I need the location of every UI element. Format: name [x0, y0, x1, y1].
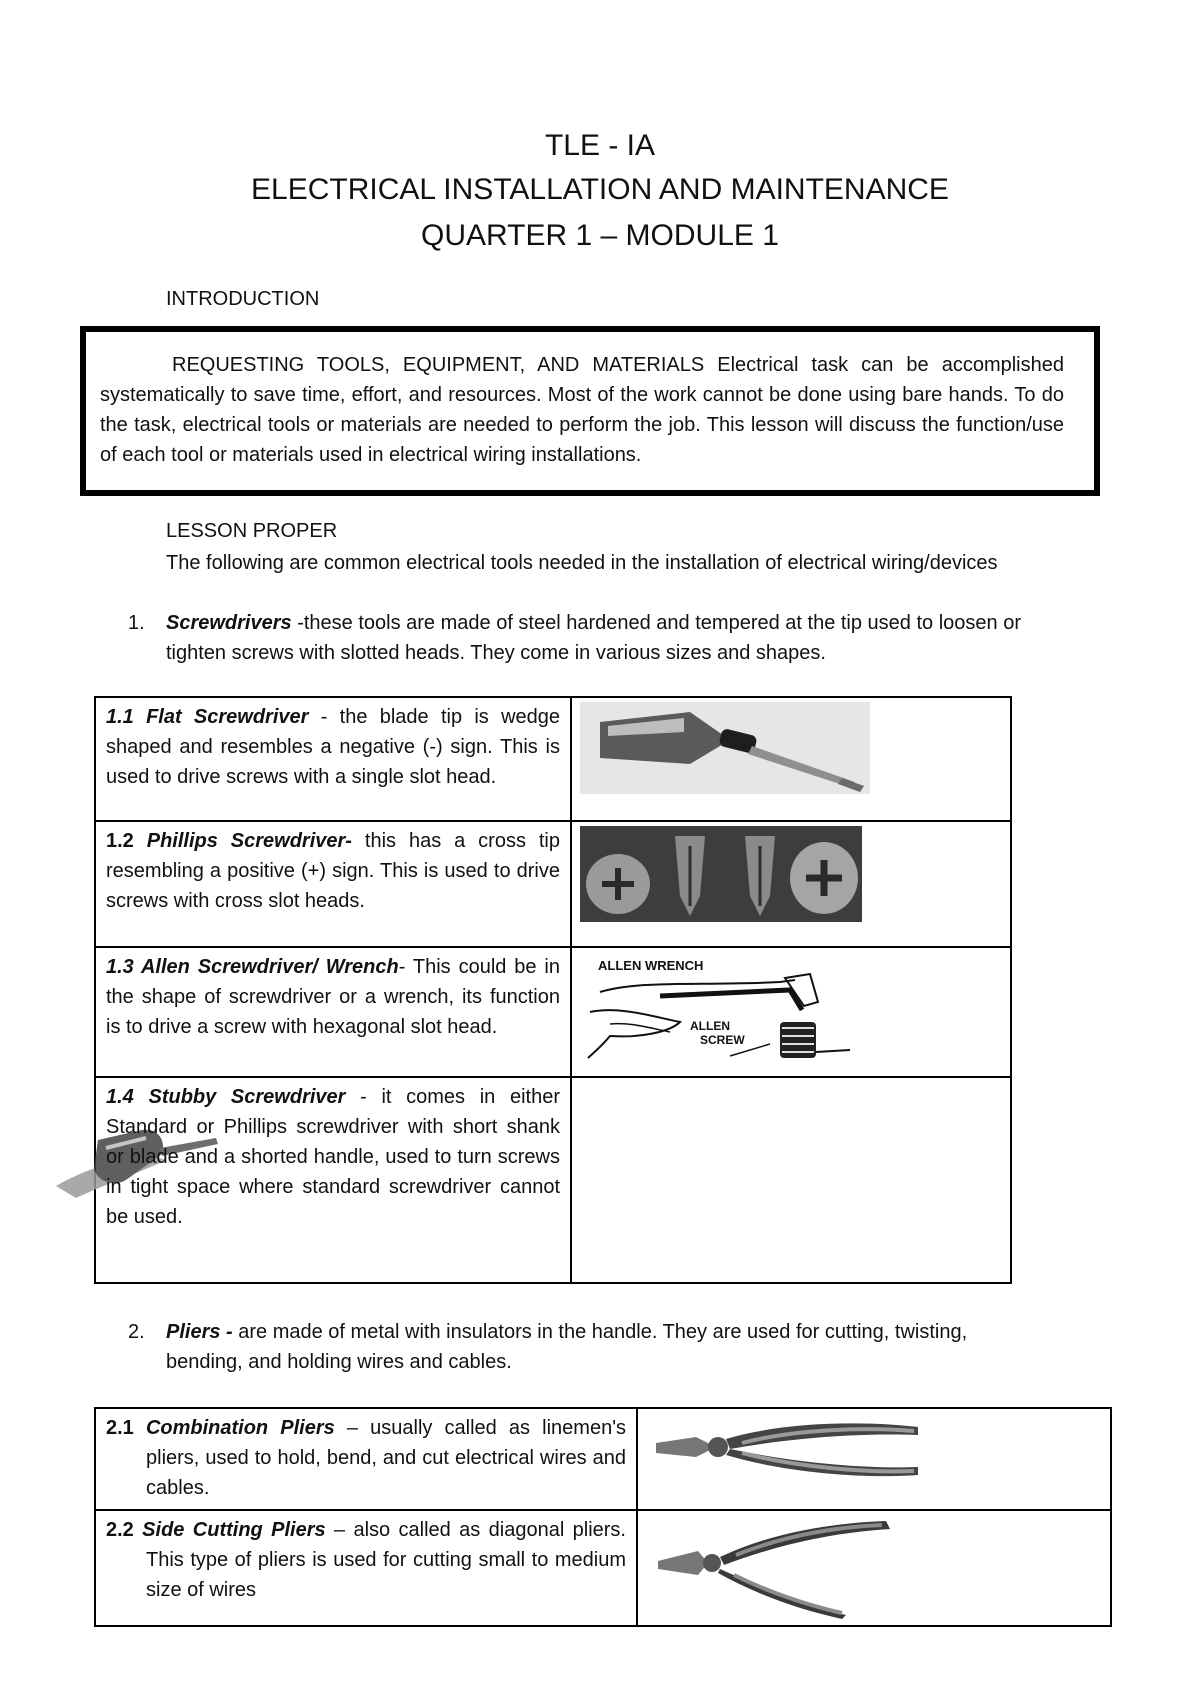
item-number: 2.2 — [106, 1519, 143, 1541]
table-row — [95, 1077, 1011, 1283]
subject-title: TLE - IA — [544, 129, 656, 162]
item-text: - This could be in the shape of screwdriver or a wrench, its function is to drive a screw with hexagonal slot head. — [106, 956, 560, 1038]
item-title: 1.3 Allen Screwdriver/ Wrench — [106, 956, 399, 978]
list-term: Pliers - — [166, 1321, 233, 1343]
table-cell-image — [637, 1408, 1111, 1510]
item-text: - the blade tip is wedge shaped and resembles a negative (-) sign. This is used to drive screws with a single slot head. — [106, 706, 561, 788]
phillips-screws-image — [580, 826, 862, 922]
table-cell-description — [95, 821, 571, 947]
screw-label: SCREW — [700, 1033, 745, 1047]
list-text: -these tools are made of steel hardened and tempered at the tip used to loosen or tighten screws with slotted heads. They come in various sizes and shapes. — [166, 612, 1021, 664]
item-number: 2.1 — [106, 1417, 146, 1439]
list-number: 2. — [128, 1321, 145, 1343]
item-title: Side Cutting Pliers — [142, 1519, 326, 1541]
table-cell-description — [95, 947, 571, 1077]
list-number: 1. — [128, 612, 145, 634]
course-title: ELECTRICAL INSTALLATION AND MAINTENANCE — [251, 173, 949, 206]
allen-wrench-label: ALLEN WRENCH — [598, 958, 704, 973]
item-text: – usually called as linemen's pliers, used to hold, bend, and cut electrical wires and cables. — [146, 1417, 627, 1499]
item-title: Phillips Screwdriver- — [146, 830, 352, 852]
flat-screwdriver-image — [580, 702, 870, 794]
introduction-heading: INTRODUCTION — [166, 288, 320, 310]
table-cell-image — [571, 821, 1011, 947]
table-row — [95, 1408, 1111, 1510]
table-cell-description — [95, 1077, 571, 1283]
item-text: this has a cross tip resembling a positive (+) sign. This is used to drive screws with cross slot heads. — [106, 830, 561, 912]
introduction-box — [80, 326, 1100, 496]
list-item-screwdrivers — [128, 608, 1028, 668]
pliers-table — [94, 1407, 1112, 1627]
allen-wrench-image — [580, 952, 880, 1070]
allen-label: ALLEN — [690, 1019, 730, 1033]
item-title: 1.1 Flat Screwdriver — [106, 706, 309, 728]
item-text: - it comes in either Standard or Phillips screwdriver with short shank or blade and a shorted handle, used to turn screws in tight space where standard screwdriver cannot be used. — [106, 1086, 561, 1228]
combination-pliers-image — [646, 1413, 926, 1493]
table-row — [95, 697, 1011, 821]
table-cell-description — [95, 1510, 637, 1626]
module-title: QUARTER 1 – MODULE 1 — [421, 219, 779, 252]
table-row — [95, 1510, 1111, 1626]
lesson-heading: LESSON PROPER — [166, 520, 338, 542]
table-cell-image — [571, 1077, 1011, 1283]
table-row — [95, 947, 1011, 1077]
item-title: Combination Pliers — [145, 1417, 335, 1439]
table-cell-image — [571, 947, 1011, 1077]
screwdrivers-table — [94, 696, 1012, 1284]
introduction-text: REQUESTING TOOLS, EQUIPMENT, AND MATERIALS Electrical task can be accomplished systematically to save time, effort, and resources. Most of the work cannot be done using bare hands. To do the task, electrical tools or materials are needed to perform the job. This lesson will discuss the function/use of each tool or materials used in electrical wiring installations. — [100, 354, 1064, 466]
table-cell-image — [637, 1510, 1111, 1626]
item-text: – also called as diagonal pliers. This type of pliers is used for cutting small to medium size of wires — [146, 1519, 626, 1601]
table-cell-description — [95, 697, 571, 821]
list-text: are made of metal with insulators in the handle. They are used for cutting, twisting, bending, and holding wires and cables. — [166, 1321, 968, 1373]
item-title: 1.4 Stubby Screwdriver — [106, 1086, 346, 1108]
item-number: 1.2 — [106, 830, 147, 852]
table-cell-description — [95, 1408, 637, 1510]
side-cutting-pliers-image — [646, 1515, 926, 1619]
list-term: Screwdrivers — [166, 612, 292, 634]
table-row — [95, 821, 1011, 947]
table-cell-image — [571, 697, 1011, 821]
lesson-intro: The following are common electrical tools needed in the installation of electrical wiring/devices — [166, 552, 998, 574]
list-item-pliers — [128, 1317, 1028, 1377]
